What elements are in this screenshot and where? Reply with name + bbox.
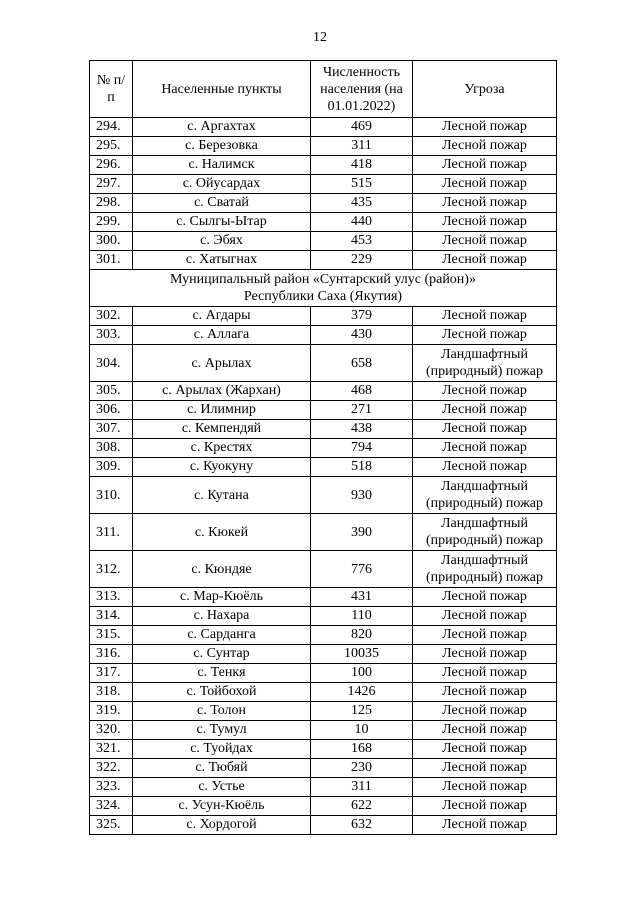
settlement-name: с. Аллага [133, 326, 311, 345]
threat-type: Лесной пожар [413, 251, 557, 270]
row-number: 316. [90, 645, 133, 664]
threat-type: Лесной пожар [413, 588, 557, 607]
population-value: 168 [311, 740, 413, 759]
header-num: № п/п [90, 61, 133, 118]
table-row [90, 797, 557, 816]
population-value: 1426 [311, 683, 413, 702]
settlement-name: с. Нахара [133, 607, 311, 626]
row-number: 314. [90, 607, 133, 626]
table-row [90, 607, 557, 626]
settlement-name: с. Тюбяй [133, 759, 311, 778]
population-value: 794 [311, 439, 413, 458]
population-value: 468 [311, 382, 413, 401]
settlements-table [89, 60, 557, 835]
population-value: 469 [311, 118, 413, 137]
population-value: 930 [311, 477, 413, 514]
threat-type: Лесной пожар [413, 232, 557, 251]
settlement-name: с. Хатыгнах [133, 251, 311, 270]
threat-type: Лесной пожар [413, 118, 557, 137]
population-value: 311 [311, 778, 413, 797]
settlement-name: с. Туойдах [133, 740, 311, 759]
threat-type: Лесной пожар [413, 175, 557, 194]
table-row [90, 645, 557, 664]
population-value: 632 [311, 816, 413, 835]
threat-type: Лесной пожар [413, 626, 557, 645]
settlement-name: с. Хордогой [133, 816, 311, 835]
settlement-name: с. Эбях [133, 232, 311, 251]
row-number: 305. [90, 382, 133, 401]
table-body-part-a [90, 118, 557, 270]
population-value: 776 [311, 551, 413, 588]
settlement-name: с. Агдары [133, 307, 311, 326]
row-number: 309. [90, 458, 133, 477]
settlement-name: с. Крестях [133, 439, 311, 458]
threat-type: Лесной пожар [413, 326, 557, 345]
settlement-name: с. Усун-Кюёль [133, 797, 311, 816]
population-value: 390 [311, 514, 413, 551]
table-row [90, 514, 557, 551]
settlement-name: с. Кутана [133, 477, 311, 514]
threat-type: Лесной пожар [413, 702, 557, 721]
table-row [90, 307, 557, 326]
row-number: 323. [90, 778, 133, 797]
row-number: 311. [90, 514, 133, 551]
table-row [90, 251, 557, 270]
section-row [90, 270, 557, 307]
population-value: 435 [311, 194, 413, 213]
population-value: 110 [311, 607, 413, 626]
population-value: 453 [311, 232, 413, 251]
population-value: 100 [311, 664, 413, 683]
table-row [90, 588, 557, 607]
population-value: 622 [311, 797, 413, 816]
table-row [90, 439, 557, 458]
threat-type: Ландшафтный (природный) пожар [413, 514, 557, 551]
threat-type: Лесной пожар [413, 645, 557, 664]
header-threat: Угроза [413, 61, 557, 118]
threat-type: Лесной пожар [413, 213, 557, 232]
row-number: 295. [90, 137, 133, 156]
row-number: 306. [90, 401, 133, 420]
row-number: 294. [90, 118, 133, 137]
threat-type: Лесной пожар [413, 458, 557, 477]
table-row [90, 702, 557, 721]
population-value: 430 [311, 326, 413, 345]
population-value: 658 [311, 345, 413, 382]
population-value: 518 [311, 458, 413, 477]
threat-type: Лесной пожар [413, 439, 557, 458]
section-title [90, 270, 557, 307]
population-value: 230 [311, 759, 413, 778]
table-row [90, 626, 557, 645]
row-number: 322. [90, 759, 133, 778]
table-row [90, 175, 557, 194]
settlement-name: с. Ойусардах [133, 175, 311, 194]
table-row [90, 721, 557, 740]
row-number: 312. [90, 551, 133, 588]
population-value: 820 [311, 626, 413, 645]
table-row [90, 326, 557, 345]
table-header-row [90, 61, 557, 118]
row-number: 302. [90, 307, 133, 326]
settlement-name: с. Тумул [133, 721, 311, 740]
header-settlement: Населенные пункты [133, 61, 311, 118]
population-value: 418 [311, 156, 413, 175]
section-title-line1: Муниципальный район «Сунтарский улус (район)» [170, 272, 476, 287]
threat-type: Ландшафтный (природный) пожар [413, 477, 557, 514]
threat-type: Лесной пожар [413, 664, 557, 683]
population-value: 438 [311, 420, 413, 439]
population-value: 271 [311, 401, 413, 420]
header-population: Численность населения (на 01.01.2022) [311, 61, 413, 118]
settlement-name: с. Березовка [133, 137, 311, 156]
row-number: 304. [90, 345, 133, 382]
population-value: 125 [311, 702, 413, 721]
threat-type: Лесной пожар [413, 401, 557, 420]
table-row [90, 137, 557, 156]
settlement-name: с. Сватай [133, 194, 311, 213]
table-row [90, 345, 557, 382]
table-section [90, 270, 557, 307]
settlement-name: с. Куокуну [133, 458, 311, 477]
row-number: 303. [90, 326, 133, 345]
row-number: 310. [90, 477, 133, 514]
threat-type: Лесной пожар [413, 683, 557, 702]
row-number: 320. [90, 721, 133, 740]
threat-type: Лесной пожар [413, 816, 557, 835]
table-row [90, 740, 557, 759]
threat-type: Лесной пожар [413, 740, 557, 759]
row-number: 299. [90, 213, 133, 232]
row-number: 300. [90, 232, 133, 251]
row-number: 318. [90, 683, 133, 702]
settlement-name: с. Аргахтах [133, 118, 311, 137]
settlement-name: с. Налимск [133, 156, 311, 175]
threat-type: Лесной пожар [413, 778, 557, 797]
population-value: 10 [311, 721, 413, 740]
threat-type: Лесной пожар [413, 137, 557, 156]
table-row [90, 664, 557, 683]
row-number: 307. [90, 420, 133, 439]
table-body-part-b [90, 307, 557, 835]
settlement-name: с. Устье [133, 778, 311, 797]
row-number: 308. [90, 439, 133, 458]
row-number: 296. [90, 156, 133, 175]
table-row [90, 759, 557, 778]
threat-type: Лесной пожар [413, 382, 557, 401]
threat-type: Лесной пожар [413, 194, 557, 213]
row-number: 317. [90, 664, 133, 683]
settlement-name: с. Сарданга [133, 626, 311, 645]
settlement-name: с. Арылах (Жархан) [133, 382, 311, 401]
table-row [90, 458, 557, 477]
threat-type: Лесной пожар [413, 759, 557, 778]
population-value: 229 [311, 251, 413, 270]
threat-type: Лесной пожар [413, 307, 557, 326]
row-number: 325. [90, 816, 133, 835]
page-number: 12 [313, 30, 327, 45]
threat-type: Лесной пожар [413, 156, 557, 175]
settlement-name: с. Толон [133, 702, 311, 721]
threat-type: Лесной пожар [413, 797, 557, 816]
population-value: 440 [311, 213, 413, 232]
table-row [90, 551, 557, 588]
table-row [90, 382, 557, 401]
settlement-name: с. Сылгы-Ытар [133, 213, 311, 232]
row-number: 301. [90, 251, 133, 270]
table-row [90, 156, 557, 175]
settlement-name: с. Кюкей [133, 514, 311, 551]
population-value: 10035 [311, 645, 413, 664]
threat-type: Ландшафтный (природный) пожар [413, 345, 557, 382]
row-number: 324. [90, 797, 133, 816]
threat-type: Лесной пожар [413, 420, 557, 439]
population-value: 515 [311, 175, 413, 194]
settlement-name: с. Илимнир [133, 401, 311, 420]
settlement-name: с. Тойбохой [133, 683, 311, 702]
population-value: 311 [311, 137, 413, 156]
threat-type: Лесной пожар [413, 721, 557, 740]
table-row [90, 194, 557, 213]
settlement-name: с. Кюндяе [133, 551, 311, 588]
population-value: 379 [311, 307, 413, 326]
table-row [90, 232, 557, 251]
settlement-name: с. Арылах [133, 345, 311, 382]
row-number: 315. [90, 626, 133, 645]
row-number: 319. [90, 702, 133, 721]
threat-type: Лесной пожар [413, 607, 557, 626]
table-row [90, 420, 557, 439]
table-row [90, 683, 557, 702]
threat-type: Ландшафтный (природный) пожар [413, 551, 557, 588]
row-number: 297. [90, 175, 133, 194]
table-row [90, 816, 557, 835]
table-row [90, 213, 557, 232]
row-number: 321. [90, 740, 133, 759]
population-value: 431 [311, 588, 413, 607]
table-row [90, 477, 557, 514]
row-number: 313. [90, 588, 133, 607]
settlement-name: с. Тенкя [133, 664, 311, 683]
table-row [90, 778, 557, 797]
row-number: 298. [90, 194, 133, 213]
settlement-name: с. Мар-Кюёль [133, 588, 311, 607]
settlement-name: с. Сунтар [133, 645, 311, 664]
settlement-name: с. Кемпендяй [133, 420, 311, 439]
table-row [90, 401, 557, 420]
table-row [90, 118, 557, 137]
section-title-line2: Республики Саха (Якутия) [243, 289, 403, 304]
